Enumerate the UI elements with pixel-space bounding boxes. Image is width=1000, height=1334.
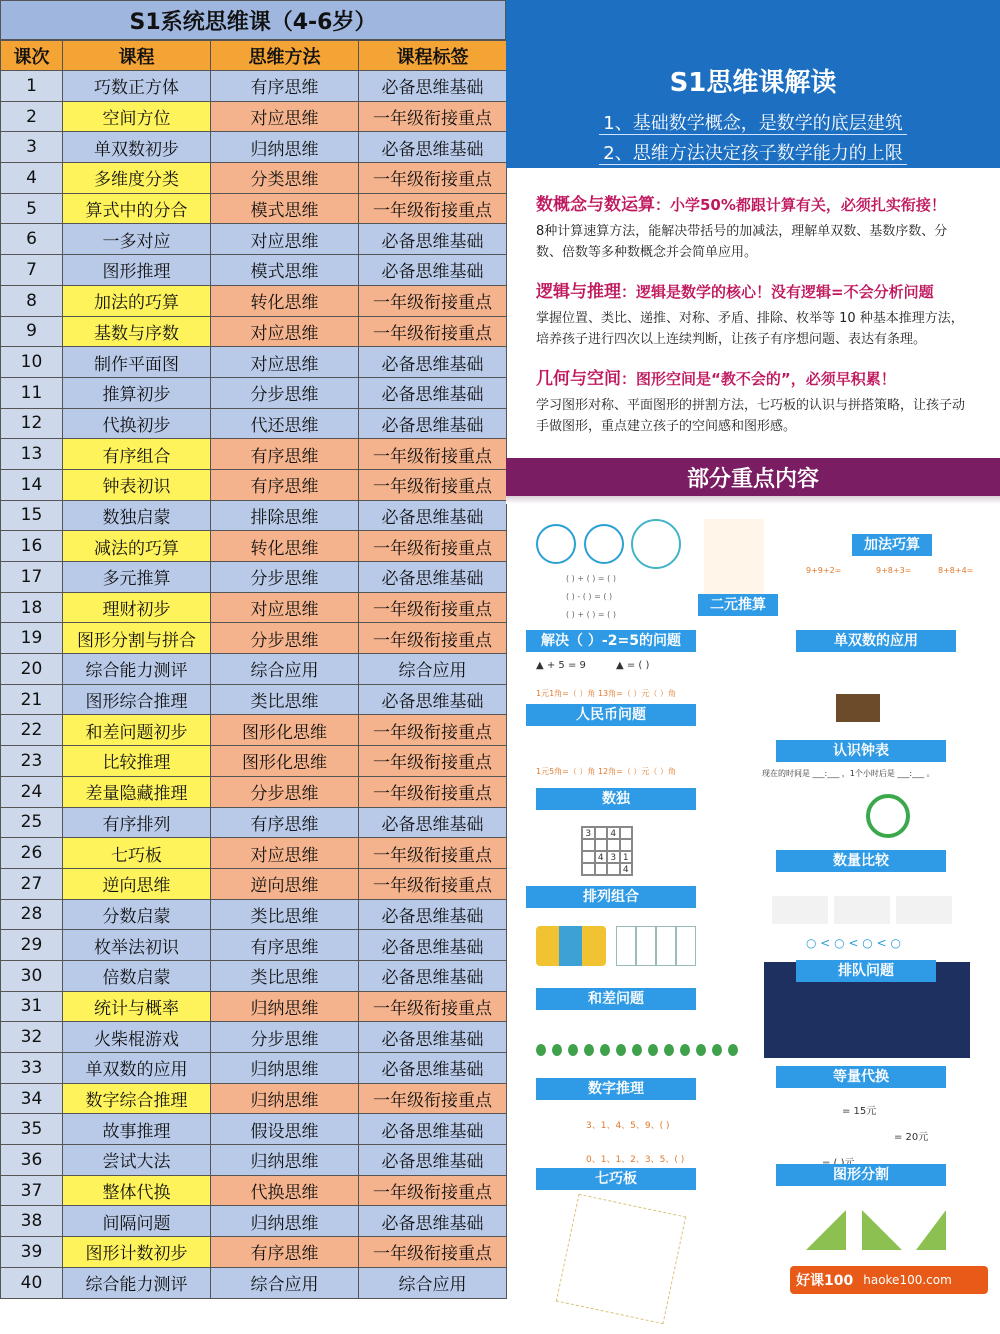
table-row xyxy=(1,930,507,961)
band-shadow xyxy=(506,496,1000,504)
lesson-number: 32 xyxy=(1,1022,63,1053)
course-tag: 综合应用 xyxy=(359,1267,507,1298)
thinking-method: 对应思维 xyxy=(211,592,359,623)
course-tag: 一年级衔接重点 xyxy=(359,868,507,899)
course-tag: 一年级衔接重点 xyxy=(359,715,507,746)
lesson-number: 5 xyxy=(1,193,63,224)
key-content-band: 部分重点内容 xyxy=(506,458,1000,496)
thinking-method: 对应思维 xyxy=(211,838,359,869)
course-name: 倍数启蒙 xyxy=(63,960,211,991)
course-name: 基数与序数 xyxy=(63,316,211,347)
course-tag: 必备思维基础 xyxy=(359,1053,507,1084)
compare-circles: ○ < ○ < ○ < ○ xyxy=(806,936,901,950)
lesson-number: 16 xyxy=(1,531,63,562)
money-line: 1元5角=（ ）角 12角=（ ）元（ ）角 xyxy=(536,767,676,776)
course-tag: 必备思维基础 xyxy=(359,684,507,715)
course-table-panel xyxy=(0,0,506,1300)
lesson-number: 39 xyxy=(1,1237,63,1268)
course-tag: 一年级衔接重点 xyxy=(359,193,507,224)
course-name: 七巧板 xyxy=(63,838,211,869)
lesson-number: 29 xyxy=(1,930,63,961)
course-name: 火柴棍游戏 xyxy=(63,1022,211,1053)
watermark-domain: haoke100.com xyxy=(863,1273,952,1287)
intro-section xyxy=(506,168,1000,458)
table-row xyxy=(1,1053,507,1084)
lesson-number: 30 xyxy=(1,960,63,991)
clock-icon xyxy=(866,794,910,838)
lesson-number: 3 xyxy=(1,132,63,163)
course-name: 差量隐藏推理 xyxy=(63,776,211,807)
table-row xyxy=(1,531,507,562)
hero-point-2: 2、思维方法决定孩子数学能力的上限 xyxy=(599,143,906,165)
sudoku-cell: 4 xyxy=(620,863,633,875)
table-row xyxy=(1,715,507,746)
label-addition-trick: 加法巧算 xyxy=(852,534,932,556)
table-row xyxy=(1,1083,507,1114)
course-name: 图形分割与拼合 xyxy=(63,623,211,654)
course-tag: 必备思维基础 xyxy=(359,562,507,593)
course-tag: 必备思维基础 xyxy=(359,1145,507,1176)
sudoku-cell xyxy=(582,851,595,863)
substitution-line-1: = 15元 xyxy=(842,1106,877,1117)
lesson-number: 34 xyxy=(1,1083,63,1114)
table-row xyxy=(1,71,507,102)
addition-item: 9+8+3= xyxy=(876,566,912,575)
table-row xyxy=(1,163,507,194)
lesson-number: 22 xyxy=(1,715,63,746)
label-quantity-compare: 数量比较 xyxy=(776,850,946,872)
thinking-method: 对应思维 xyxy=(211,316,359,347)
triangle-shape xyxy=(806,1210,846,1250)
lesson-number: 35 xyxy=(1,1114,63,1145)
thinking-method: 有序思维 xyxy=(211,469,359,500)
sudoku-cell xyxy=(607,863,620,875)
label-sudoku: 数独 xyxy=(536,788,696,810)
watermark-badge xyxy=(790,1266,988,1294)
intro-body: 8种计算速算方法，能解决带括号的加减法，理解单双数、基数序数、分数、倍数等多种数概念并会简单应用。 xyxy=(536,224,948,260)
half-circle-figure xyxy=(536,524,576,564)
label-queue: 排队问题 xyxy=(796,960,936,982)
label-shape-split: 图形分割 xyxy=(776,1164,946,1186)
thinking-method: 分步思维 xyxy=(211,623,359,654)
course-tag: 一年级衔接重点 xyxy=(359,1237,507,1268)
table-row xyxy=(1,469,507,500)
thinking-method: 分类思维 xyxy=(211,163,359,194)
lesson-number: 23 xyxy=(1,746,63,777)
thinking-method: 代还思维 xyxy=(211,408,359,439)
course-name: 整体代换 xyxy=(63,1175,211,1206)
course-tag: 一年级衔接重点 xyxy=(359,439,507,470)
thinking-method: 归纳思维 xyxy=(211,1206,359,1237)
description-panel xyxy=(506,0,1000,1300)
half-circle-figure xyxy=(584,524,624,564)
course-tag: 必备思维基础 xyxy=(359,899,507,930)
lesson-number: 6 xyxy=(1,224,63,255)
header-course: 课程 xyxy=(63,41,211,71)
thinking-method: 类比思维 xyxy=(211,684,359,715)
thinking-method: 分步思维 xyxy=(211,1022,359,1053)
table-row xyxy=(1,1145,507,1176)
course-name: 和差问题初步 xyxy=(63,715,211,746)
label-clock: 认识钟表 xyxy=(776,740,946,762)
intro-block-geometry xyxy=(536,364,972,437)
course-tag: 必备思维基础 xyxy=(359,132,507,163)
course-tag: 必备思维基础 xyxy=(359,71,507,102)
lesson-number: 31 xyxy=(1,991,63,1022)
course-tag: 一年级衔接重点 xyxy=(359,991,507,1022)
tv-illustration xyxy=(836,694,880,722)
course-name: 有序组合 xyxy=(63,439,211,470)
triangle-shape xyxy=(862,1210,902,1250)
table-row xyxy=(1,1267,507,1298)
table-row xyxy=(1,868,507,899)
thinking-method: 模式思维 xyxy=(211,193,359,224)
course-tag: 一年级衔接重点 xyxy=(359,1083,507,1114)
thinking-method: 综合应用 xyxy=(211,1267,359,1298)
lesson-number: 2 xyxy=(1,101,63,132)
header-method: 思维方法 xyxy=(211,41,359,71)
lesson-number: 21 xyxy=(1,684,63,715)
table-row xyxy=(1,101,507,132)
triangle-shape xyxy=(916,1210,946,1250)
table-row xyxy=(1,562,507,593)
course-tag: 必备思维基础 xyxy=(359,1114,507,1145)
course-name: 制作平面图 xyxy=(63,347,211,378)
table-row xyxy=(1,316,507,347)
thinking-method: 归纳思维 xyxy=(211,1145,359,1176)
label-money: 人民币问题 xyxy=(526,704,696,726)
sudoku-cell xyxy=(595,827,608,839)
course-tag: 必备思维基础 xyxy=(359,930,507,961)
blank-lines: ( ) + ( ) = ( ) xyxy=(566,574,616,583)
thinking-method: 假设思维 xyxy=(211,1114,359,1145)
table-row xyxy=(1,592,507,623)
scales-illustration xyxy=(772,896,952,924)
course-tag: 必备思维基础 xyxy=(359,377,507,408)
thinking-method: 归纳思维 xyxy=(211,132,359,163)
course-tag: 综合应用 xyxy=(359,654,507,685)
answer-grid xyxy=(616,926,696,966)
label-substitution: 等量代换 xyxy=(776,1066,946,1088)
course-name: 多维度分类 xyxy=(63,163,211,194)
thinking-method: 逆向思维 xyxy=(211,868,359,899)
table-row xyxy=(1,654,507,685)
course-tag: 一年级衔接重点 xyxy=(359,316,507,347)
course-tag: 必备思维基础 xyxy=(359,807,507,838)
addition-item: 8+8+4= xyxy=(938,566,974,575)
label-tangram: 七巧板 xyxy=(536,1168,696,1190)
lesson-number: 25 xyxy=(1,807,63,838)
sudoku-grid xyxy=(581,826,633,876)
course-name: 推算初步 xyxy=(63,377,211,408)
sudoku-cell xyxy=(595,863,608,875)
thinking-method: 分步思维 xyxy=(211,776,359,807)
sudoku-cell xyxy=(582,863,595,875)
sudoku-cell xyxy=(595,839,608,851)
table-header-row xyxy=(1,41,507,71)
course-name: 一多对应 xyxy=(63,224,211,255)
label-equation-problem: 解决（ ）-2=5的问题 xyxy=(526,630,696,652)
table-row xyxy=(1,347,507,378)
course-name: 多元推算 xyxy=(63,562,211,593)
sudoku-cell: 4 xyxy=(607,827,620,839)
hero-point-1: 1、基础数学概念，是数学的底层建筑 xyxy=(599,113,906,135)
course-name: 统计与概率 xyxy=(63,991,211,1022)
course-name: 数独启蒙 xyxy=(63,500,211,531)
course-name: 图形推理 xyxy=(63,255,211,286)
course-name: 空间方位 xyxy=(63,101,211,132)
table-row xyxy=(1,1206,507,1237)
thinking-method: 有序思维 xyxy=(211,807,359,838)
course-tag: 必备思维基础 xyxy=(359,1022,507,1053)
blank-lines: ( ) - ( ) = ( ) xyxy=(566,592,613,601)
money-line: 1元1角=（ ）角 13角=（ ）元（ ）角 xyxy=(536,689,676,698)
clock-question: 现在的时间是 ___:___ ，1个小时后是 ___:___ 。 xyxy=(762,769,935,778)
table-row xyxy=(1,1175,507,1206)
sudoku-cell: 4 xyxy=(595,851,608,863)
sudoku-cell xyxy=(620,827,633,839)
lesson-number: 28 xyxy=(1,899,63,930)
lesson-number: 1 xyxy=(1,71,63,102)
intro-heading: 逻辑与推理 xyxy=(536,282,621,302)
thinking-method: 对应思维 xyxy=(211,224,359,255)
course-name: 综合能力测评 xyxy=(63,1267,211,1298)
intro-body: 学习图形对称、平面图形的拼割方法，七巧板的认识与拼搭策略，让孩子动手做图形，重点建立孩子的空间感和图形感。 xyxy=(536,398,966,434)
course-tag: 一年级衔接重点 xyxy=(359,163,507,194)
lesson-number: 27 xyxy=(1,868,63,899)
lesson-number: 17 xyxy=(1,562,63,593)
thinking-method: 对应思维 xyxy=(211,347,359,378)
course-tag: 一年级衔接重点 xyxy=(359,776,507,807)
course-tag: 一年级衔接重点 xyxy=(359,623,507,654)
lesson-number: 36 xyxy=(1,1145,63,1176)
course-name: 算式中的分合 xyxy=(63,193,211,224)
course-name: 间隔问题 xyxy=(63,1206,211,1237)
course-name: 故事推理 xyxy=(63,1114,211,1145)
course-name: 有序排列 xyxy=(63,807,211,838)
course-name: 代换初步 xyxy=(63,408,211,439)
course-tag: 必备思维基础 xyxy=(359,255,507,286)
thinking-method: 转化思维 xyxy=(211,285,359,316)
course-table xyxy=(0,40,507,1299)
course-table-body xyxy=(1,71,507,1299)
thinking-method: 图形化思维 xyxy=(211,715,359,746)
course-tag: 一年级衔接重点 xyxy=(359,592,507,623)
course-name: 枚举法初识 xyxy=(63,930,211,961)
intro-block-logic xyxy=(536,277,972,350)
course-name: 数字综合推理 xyxy=(63,1083,211,1114)
label-binary-calc: 二元推算 xyxy=(698,594,778,616)
table-row xyxy=(1,224,507,255)
lesson-number: 24 xyxy=(1,776,63,807)
thinking-method: 有序思维 xyxy=(211,71,359,102)
table-row xyxy=(1,776,507,807)
course-name: 尝试大法 xyxy=(63,1145,211,1176)
thinking-method: 归纳思维 xyxy=(211,991,359,1022)
lesson-number: 9 xyxy=(1,316,63,347)
course-name: 减法的巧算 xyxy=(63,531,211,562)
thinking-method: 排除思维 xyxy=(211,500,359,531)
table-row xyxy=(1,1022,507,1053)
course-name: 分数启蒙 xyxy=(63,899,211,930)
table-row xyxy=(1,899,507,930)
label-sum-difference: 和差问题 xyxy=(536,988,696,1010)
lesson-number: 13 xyxy=(1,439,63,470)
thinking-method: 归纳思维 xyxy=(211,1053,359,1084)
lesson-number: 33 xyxy=(1,1053,63,1084)
lesson-number: 10 xyxy=(1,347,63,378)
table-row xyxy=(1,684,507,715)
intro-subheading: ：图形空间是“教不会的”，必须早积累！ xyxy=(621,370,896,388)
lesson-number: 15 xyxy=(1,500,63,531)
thinking-method: 有序思维 xyxy=(211,439,359,470)
lesson-number: 7 xyxy=(1,255,63,286)
substitution-line-2: = 20元 xyxy=(894,1132,929,1143)
blank-lines: ( ) + ( ) = ( ) xyxy=(566,610,616,619)
course-name: 逆向思维 xyxy=(63,868,211,899)
hero-title: S1思维课解读 xyxy=(669,68,837,98)
thinking-method: 类比思维 xyxy=(211,899,359,930)
header-tag: 课程标签 xyxy=(359,41,507,71)
table-row xyxy=(1,807,507,838)
course-name: 单双数初步 xyxy=(63,132,211,163)
watermark-brand: 好课100 xyxy=(796,1273,854,1289)
label-odd-even: 单双数的应用 xyxy=(796,630,956,652)
fruit-problem xyxy=(704,519,764,599)
gem-row xyxy=(536,1044,738,1056)
table-row xyxy=(1,193,507,224)
intro-subheading: ：小学50%都跟计算有关，必须扎实衔接！ xyxy=(655,196,946,214)
intro-heading: 几何与空间 xyxy=(536,369,621,389)
course-tag: 必备思维基础 xyxy=(359,408,507,439)
sequence-2: 0、1、1、2、3、5、( ) xyxy=(586,1155,685,1165)
thinking-method: 分步思维 xyxy=(211,562,359,593)
thinking-method: 代换思维 xyxy=(211,1175,359,1206)
thinking-method: 图形化思维 xyxy=(211,746,359,777)
course-name: 图形计数初步 xyxy=(63,1237,211,1268)
course-tag: 必备思维基础 xyxy=(359,960,507,991)
sudoku-cell: 3 xyxy=(582,827,595,839)
lesson-number: 38 xyxy=(1,1206,63,1237)
equation-line: ▲ = ( ) xyxy=(616,660,650,671)
course-tag: 一年级衔接重点 xyxy=(359,1175,507,1206)
table-row xyxy=(1,500,507,531)
thinking-method: 类比思维 xyxy=(211,960,359,991)
table-row xyxy=(1,1237,507,1268)
course-tag: 一年级衔接重点 xyxy=(359,838,507,869)
lesson-number: 11 xyxy=(1,377,63,408)
table-title: S1系统思维课（4-6岁） xyxy=(0,0,506,40)
thinking-method: 转化思维 xyxy=(211,531,359,562)
table-row xyxy=(1,132,507,163)
addition-item: 9+9+2= xyxy=(806,566,842,575)
course-name: 综合能力测评 xyxy=(63,654,211,685)
thinking-method: 综合应用 xyxy=(211,654,359,685)
table-row xyxy=(1,991,507,1022)
intro-block-number xyxy=(536,190,972,263)
course-name: 比较推理 xyxy=(63,746,211,777)
header-lesson: 课次 xyxy=(1,41,63,71)
intro-body: 掌握位置、类比、递推、对称、矛盾、排除、枚举等 10 种基本推理方法，培养孩子进行四次以上连续判断，让孩子有序想问题、表达有条理。 xyxy=(536,311,964,347)
sudoku-cell xyxy=(582,839,595,851)
course-tag: 一年级衔接重点 xyxy=(359,746,507,777)
table-row xyxy=(1,838,507,869)
table-row xyxy=(1,960,507,991)
lesson-number: 4 xyxy=(1,163,63,194)
table-row xyxy=(1,1114,507,1145)
course-name: 加法的巧算 xyxy=(63,285,211,316)
course-tag: 一年级衔接重点 xyxy=(359,101,507,132)
course-name: 钟表初识 xyxy=(63,469,211,500)
sudoku-cell xyxy=(620,839,633,851)
table-row xyxy=(1,255,507,286)
key-content-gallery xyxy=(506,504,1000,1334)
course-tag: 必备思维基础 xyxy=(359,500,507,531)
table-row xyxy=(1,377,507,408)
thinking-method: 分步思维 xyxy=(211,377,359,408)
table-row xyxy=(1,408,507,439)
course-name: 巧数正方体 xyxy=(63,71,211,102)
thinking-method: 对应思维 xyxy=(211,101,359,132)
thinking-method: 模式思维 xyxy=(211,255,359,286)
lesson-number: 26 xyxy=(1,838,63,869)
chairs-illustration xyxy=(536,926,606,966)
lesson-number: 14 xyxy=(1,469,63,500)
sudoku-cell: 3 xyxy=(607,851,620,863)
lesson-number: 37 xyxy=(1,1175,63,1206)
equation-line: ▲ + 5 = 9 xyxy=(536,660,586,671)
intro-heading: 数概念与数运算 xyxy=(536,195,655,215)
table-row xyxy=(1,439,507,470)
table-row xyxy=(1,623,507,654)
lesson-number: 20 xyxy=(1,654,63,685)
lesson-number: 40 xyxy=(1,1267,63,1298)
course-tag: 必备思维基础 xyxy=(359,347,507,378)
course-name: 理财初步 xyxy=(63,592,211,623)
sudoku-cell xyxy=(607,839,620,851)
table-row xyxy=(1,285,507,316)
empty-circle xyxy=(631,519,681,569)
thinking-method: 有序思维 xyxy=(211,930,359,961)
table-row xyxy=(1,746,507,777)
thinking-method: 归纳思维 xyxy=(211,1083,359,1114)
course-tag: 一年级衔接重点 xyxy=(359,531,507,562)
tangram-outline xyxy=(556,1194,686,1324)
course-name: 单双数的应用 xyxy=(63,1053,211,1084)
course-name: 图形综合推理 xyxy=(63,684,211,715)
course-tag: 一年级衔接重点 xyxy=(359,285,507,316)
label-permutation: 排列组合 xyxy=(526,886,696,908)
sequence-1: 3、1、4、5、9、( ) xyxy=(586,1121,670,1131)
lesson-number: 8 xyxy=(1,285,63,316)
lesson-number: 19 xyxy=(1,623,63,654)
label-number-reasoning: 数字推理 xyxy=(536,1078,696,1100)
intro-subheading: ：逻辑是数学的核心！没有逻辑=不会分析问题 xyxy=(621,283,934,301)
course-tag: 必备思维基础 xyxy=(359,1206,507,1237)
thinking-method: 有序思维 xyxy=(211,1237,359,1268)
sudoku-cell: 1 xyxy=(620,851,633,863)
lesson-number: 18 xyxy=(1,592,63,623)
course-tag: 必备思维基础 xyxy=(359,224,507,255)
course-tag: 一年级衔接重点 xyxy=(359,469,507,500)
lesson-number: 12 xyxy=(1,408,63,439)
hero-banner xyxy=(506,0,1000,168)
